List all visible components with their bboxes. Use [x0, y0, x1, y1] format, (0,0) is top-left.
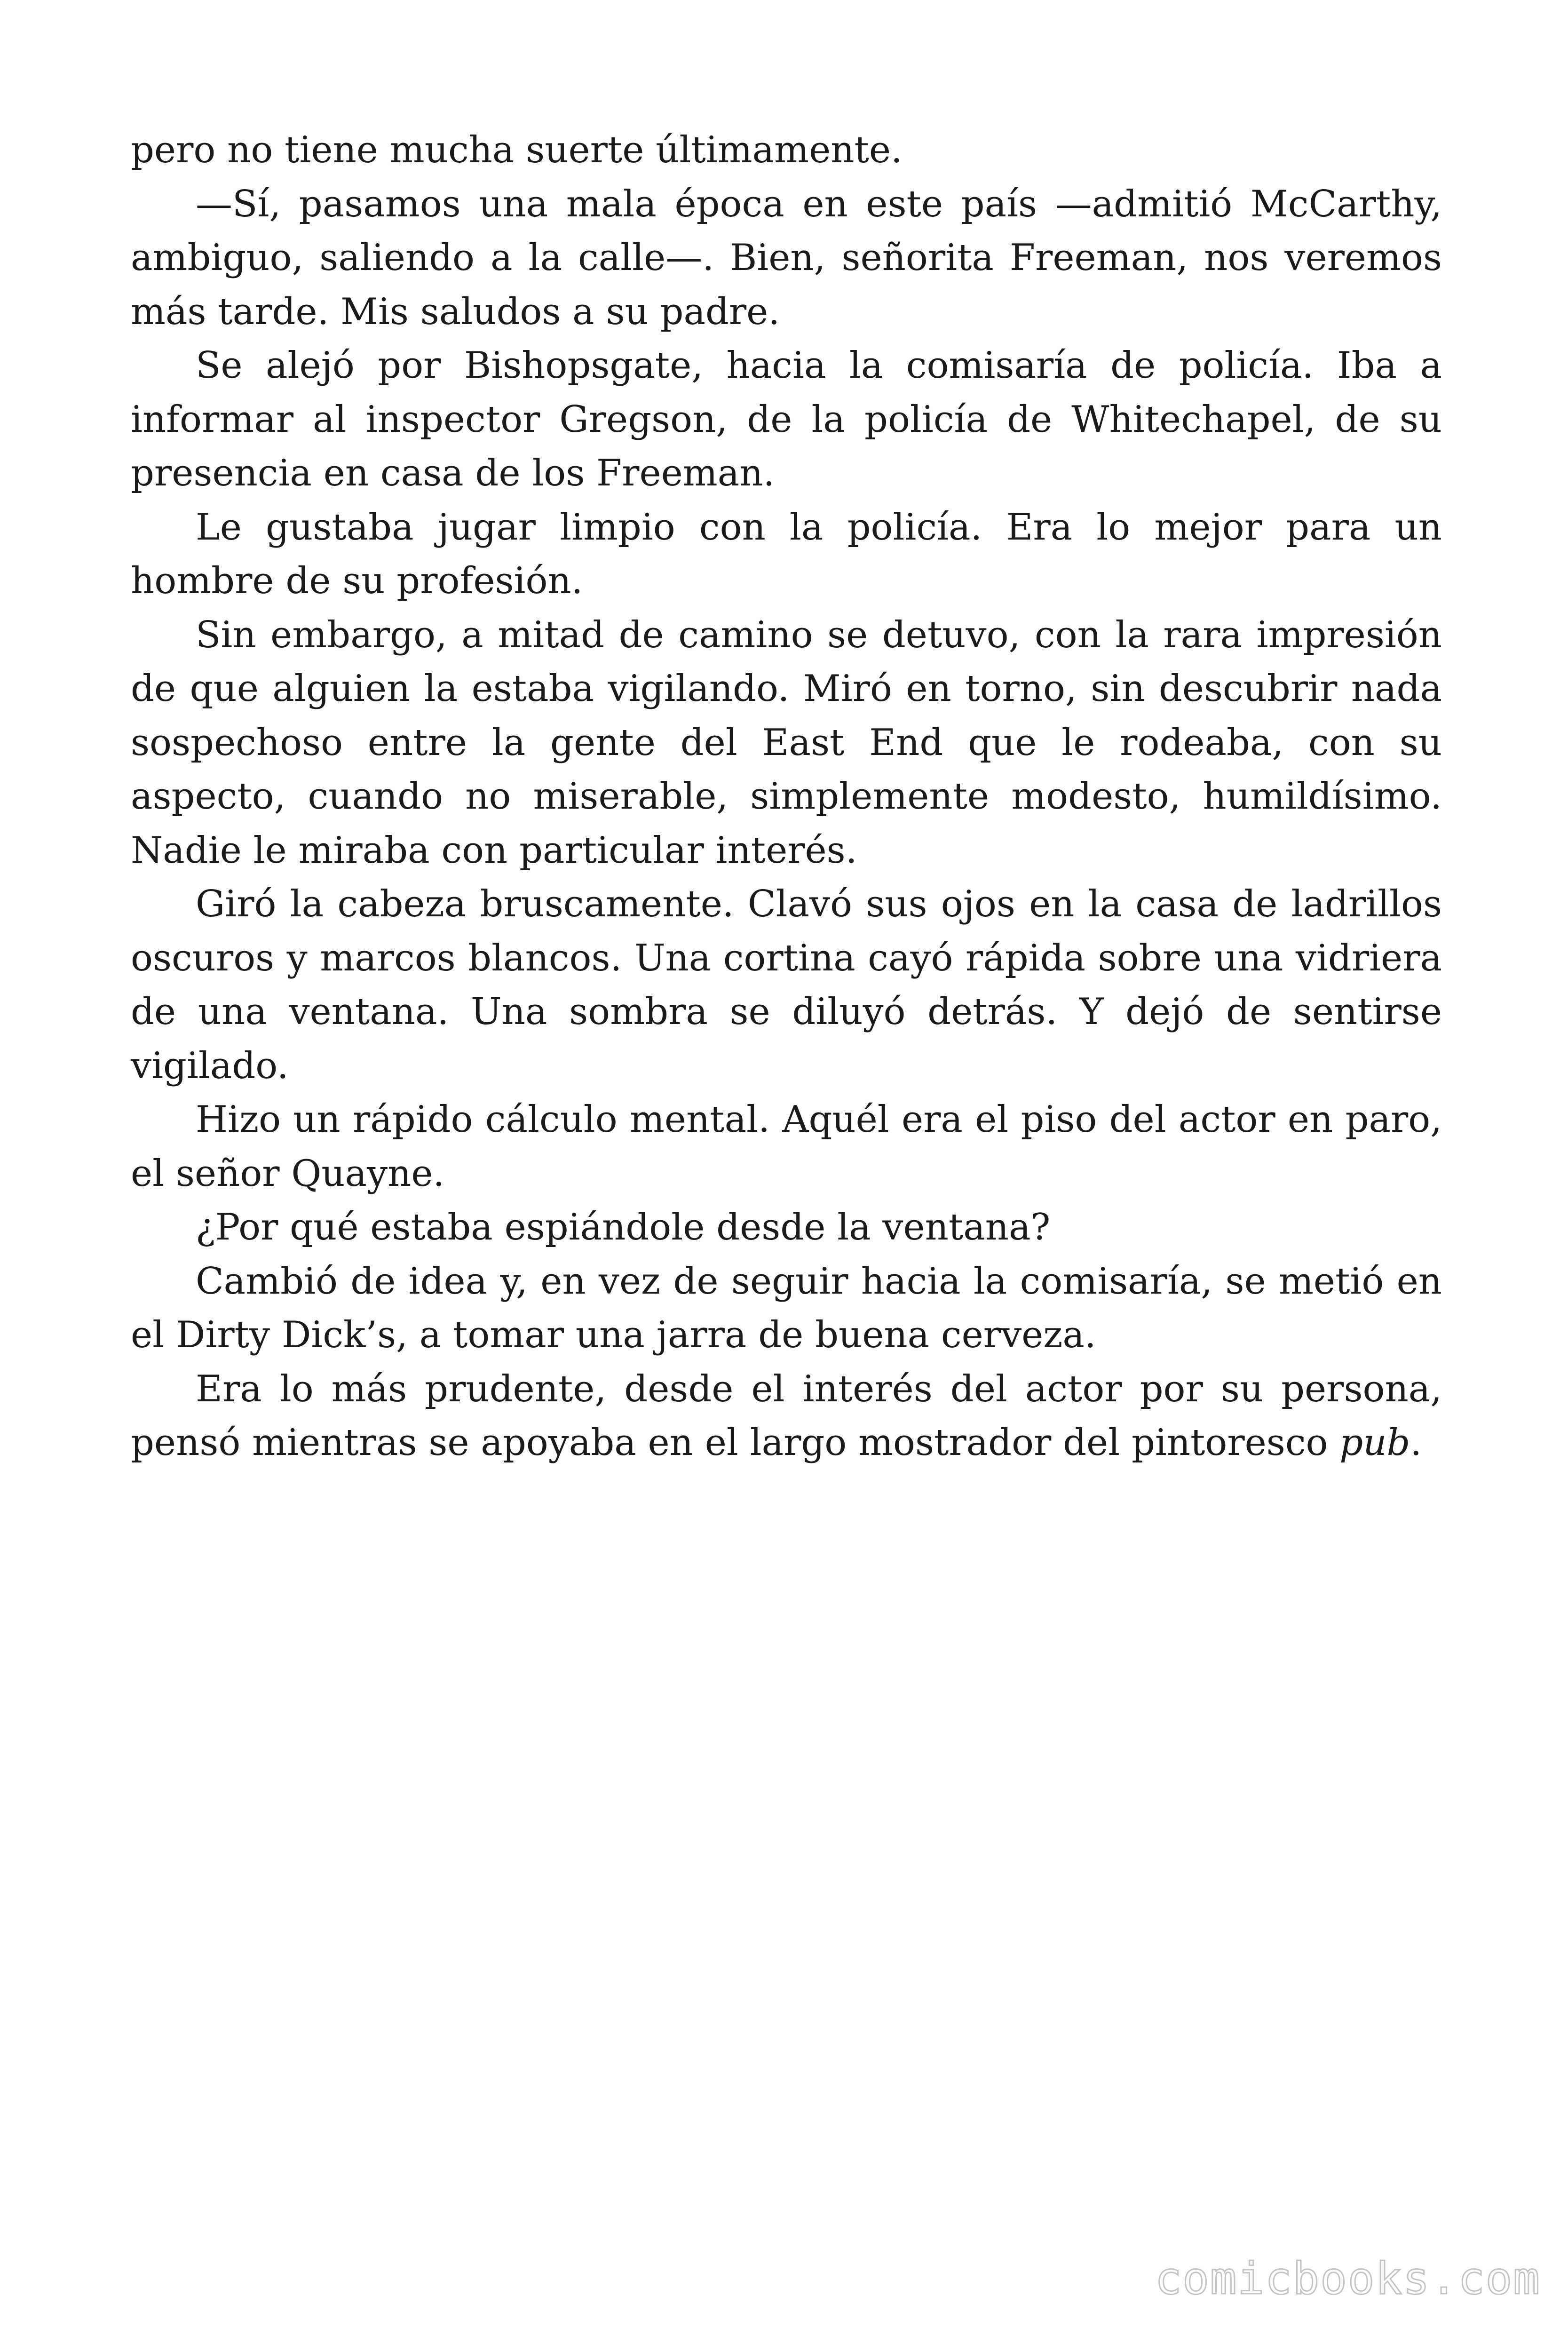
italic-word: pub	[1339, 1422, 1410, 1464]
paragraph-text: Era lo más prudente, desde el interés del actor por su persona, pensó mientras se apoyaba en el largo mostrador del pintoresco	[131, 1367, 1442, 1464]
paragraph	[131, 1362, 1442, 1470]
paragraph: ¿Por qué estaba espiándole desde la ventana?	[196, 1206, 1051, 1248]
paragraph: Se alejó por Bishopsgate, hacia la comisaría de policía. Iba a informar al inspector Gregson, de la policía de Whitechapel, de su presencia en casa de los Freeman.	[131, 344, 1442, 494]
paragraph: —Sí, pasamos una mala época en este país —admitió McCarthy, ambiguo, saliendo a la calle—. Bien, señorita Freeman, nos veremos más tarde. Mis saludos a su padre.	[131, 183, 1442, 333]
paragraph: Cambió de idea y, en vez de seguir hacia la comisaría, se metió en el Dirty Dick’s, a tomar una jarra de buena cerveza.	[131, 1260, 1442, 1356]
paragraph: Le gustaba jugar limpio con la policía. Era lo mejor para un hombre de su profesión.	[131, 506, 1442, 602]
paragraph: Giró la cabeza bruscamente. Clavó sus ojos en la casa de ladrillos oscuros y marcos blancos. Una cortina cayó rápida sobre una vidriera de una ventana. Una sombra se diluyó detrás. Y dejó de sentirse vigilado.	[131, 883, 1442, 1087]
paragraph: Hizo un rápido cálculo mental. Aquél era el piso del actor en paro, el señor Quayne.	[131, 1098, 1442, 1195]
paragraph-end: .	[1410, 1422, 1422, 1464]
paragraph: pero no tiene mucha suerte últimamente.	[131, 129, 903, 171]
paragraph: Sin embargo, a mitad de camino se detuvo, con la rara impresión de que alguien la estaba vigilando. Miró en torno, sin descubrir nada sospechoso entre la gente del East End que le rodeaba, con su aspecto, cuando no miserable, simplemente modesto, humildísimo. Nadie le miraba con particular interés.	[131, 613, 1442, 872]
watermark: comicbooks.com	[1155, 2253, 1541, 2304]
page-text	[131, 123, 1442, 1470]
